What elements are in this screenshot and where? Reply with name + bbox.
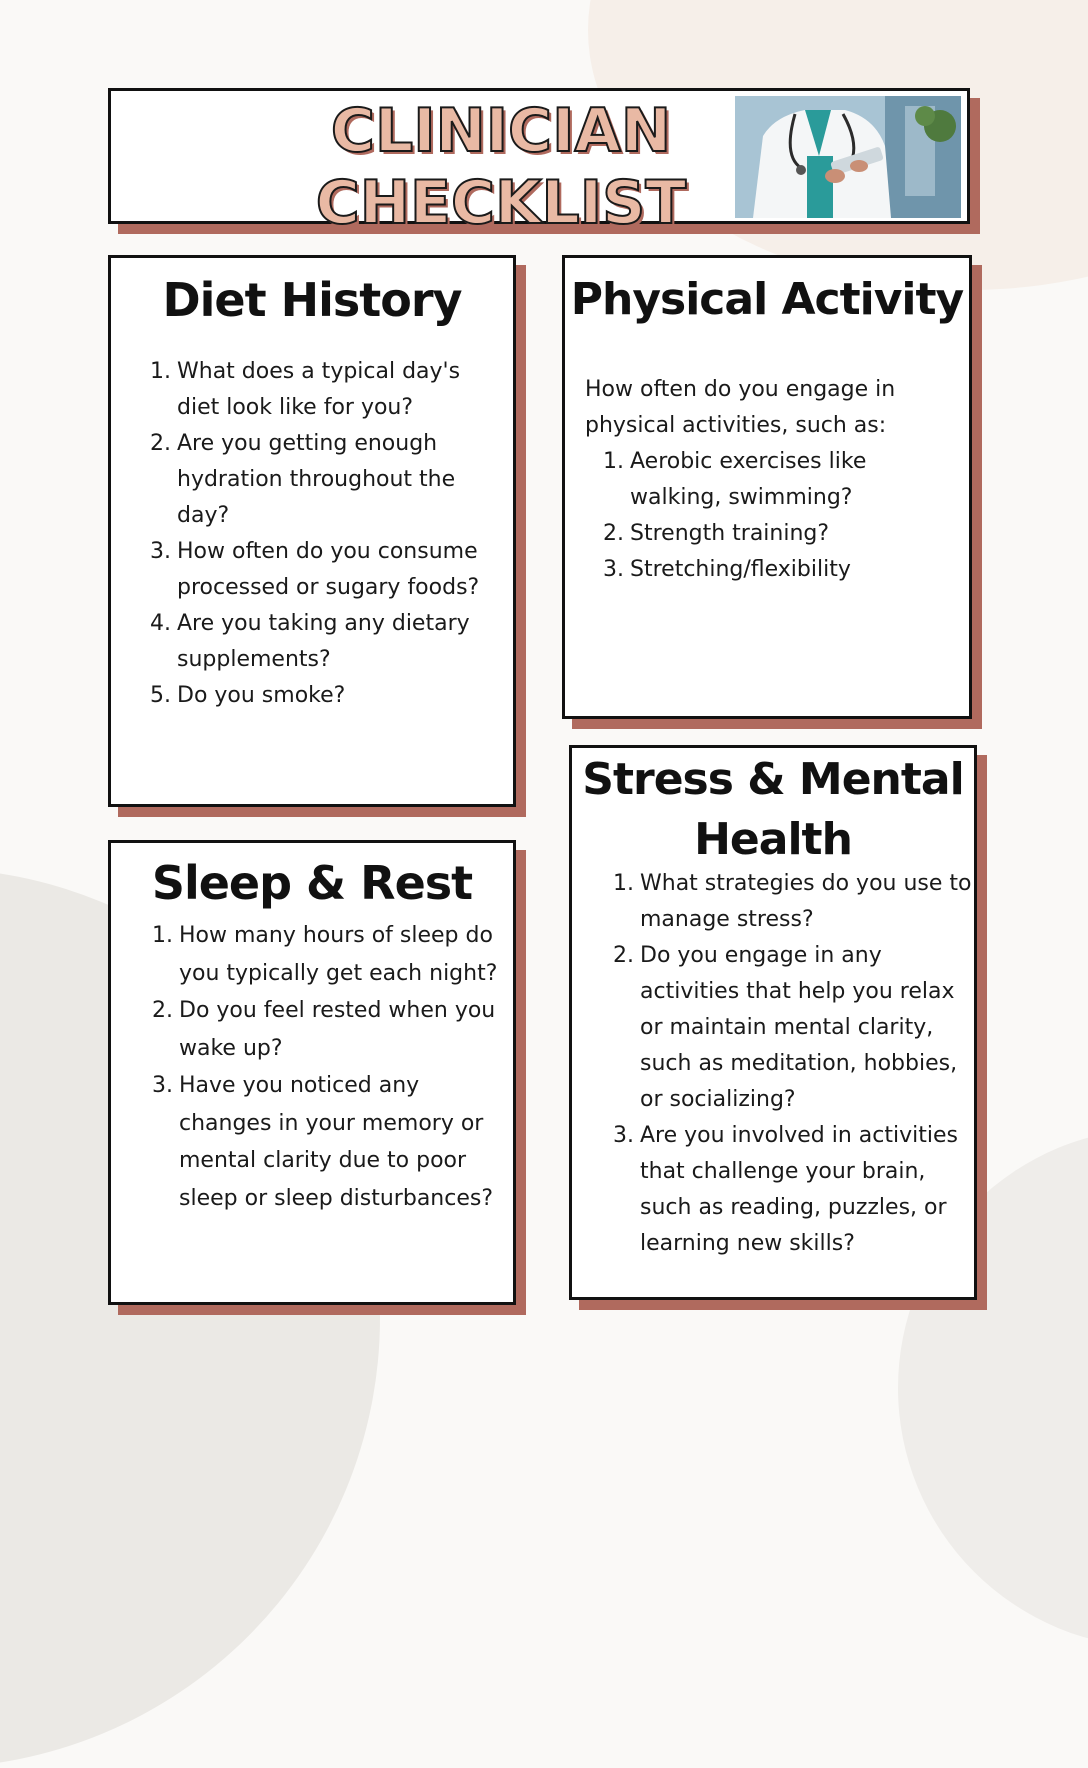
question-item — [603, 444, 950, 516]
physical-activity-questions — [603, 444, 950, 588]
question-item — [150, 678, 507, 714]
question-number: 3. — [152, 1073, 173, 1098]
question-item — [152, 917, 509, 992]
question-text: Do you smoke? — [177, 683, 346, 708]
title-line-2: CHECKLIST — [315, 168, 687, 238]
question-number: 4. — [150, 611, 171, 636]
diet-history-title: Diet History — [162, 273, 462, 327]
question-text: What strategies do you use to manage stress? — [640, 871, 972, 932]
question-item — [150, 534, 507, 606]
question-number: 1. — [603, 449, 624, 474]
question-text: Have you noticed any changes in your memory or mental clarity due to poor sleep or sleep disturbances? — [179, 1073, 494, 1211]
physical-activity-card — [562, 255, 972, 719]
question-number: 1. — [152, 923, 173, 948]
diet-history-questions — [150, 354, 507, 714]
question-number: 2. — [152, 998, 173, 1023]
sleep-rest-questions — [152, 917, 509, 1217]
question-text: Are you taking any dietary supplements? — [177, 611, 470, 672]
question-number: 3. — [603, 557, 624, 582]
question-text: Are you getting enough hydration throughout the day? — [177, 431, 456, 528]
question-item — [613, 1118, 975, 1262]
question-number: 3. — [150, 539, 171, 564]
title-line-1: CLINICIAN — [330, 96, 672, 166]
question-text: Do you feel rested when you wake up? — [179, 998, 496, 1061]
stress-title-line-2: Health — [694, 814, 852, 865]
sleep-rest-card — [108, 840, 516, 1305]
question-item — [150, 354, 507, 426]
question-number: 2. — [613, 943, 634, 968]
question-item — [613, 938, 975, 1118]
question-text: Aerobic exercises like walking, swimming? — [630, 449, 867, 510]
question-number: 5. — [150, 683, 171, 708]
question-text: How often do you consume processed or sugary foods? — [177, 539, 480, 600]
question-item — [152, 1067, 509, 1217]
question-text: Stretching/flexibility — [630, 557, 851, 582]
checklist-header — [108, 88, 970, 238]
question-number: 1. — [613, 871, 634, 896]
question-item — [150, 426, 507, 534]
stress-mental-health-card — [569, 745, 977, 1300]
clinician-photo — [735, 96, 961, 218]
clinician-illustration — [735, 96, 961, 218]
sleep-rest-title: Sleep & Rest — [151, 856, 473, 910]
question-item — [603, 516, 950, 552]
stress-mental-health-title — [572, 750, 974, 870]
question-text: Strength training? — [630, 521, 830, 546]
question-text: Do you engage in any activities that help you relax or maintain mental clarity, such as meditation, hobbies, or socializing? — [640, 943, 958, 1112]
question-number: 2. — [150, 431, 171, 456]
question-item — [150, 606, 507, 678]
page-title — [301, 95, 701, 239]
diet-history-card — [108, 255, 516, 807]
question-item — [603, 552, 950, 588]
stress-mental-health-questions — [613, 866, 975, 1262]
question-number: 2. — [603, 521, 624, 546]
question-item — [152, 992, 509, 1067]
question-number: 1. — [150, 359, 171, 384]
question-number: 3. — [613, 1123, 634, 1148]
question-item — [613, 866, 975, 938]
stress-title-line-1: Stress & Mental — [582, 754, 964, 805]
question-text: What does a typical day's diet look like for you? — [177, 359, 461, 420]
question-text: Are you involved in activities that challenge your brain, such as reading, puzzles, or learning new skills? — [640, 1123, 958, 1256]
physical-activity-title: Physical Activity — [570, 274, 964, 325]
question-text: How many hours of sleep do you typically get each night? — [179, 923, 498, 986]
physical-activity-intro: How often do you engage in physical activities, such as: — [585, 377, 896, 438]
